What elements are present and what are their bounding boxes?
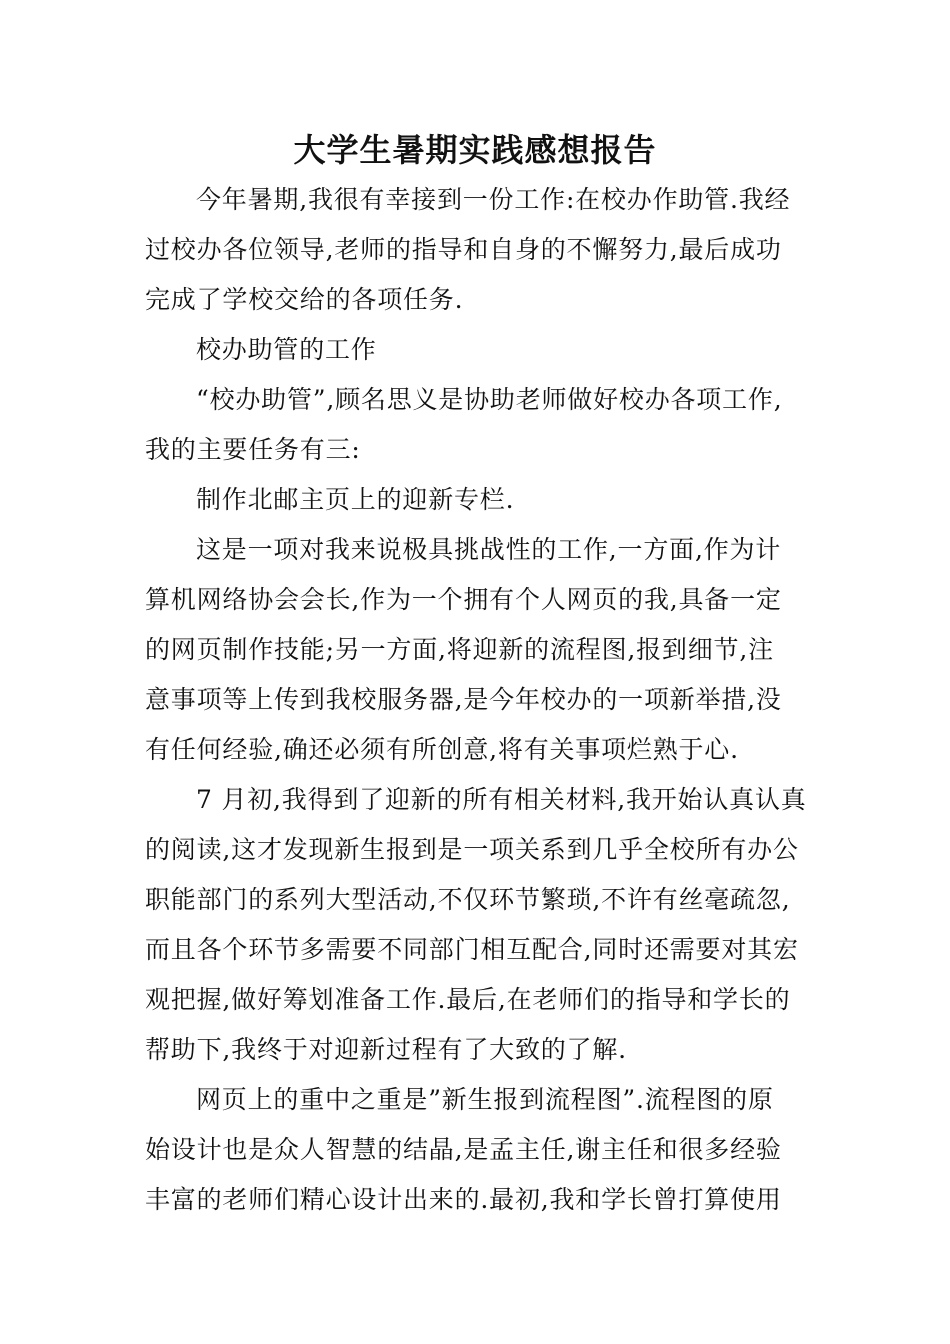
paragraph-line: 完成了学校交给的各项任务. [145, 285, 464, 314]
paragraph-line: 我的主要任务有三: [145, 435, 361, 464]
paragraph-line: 今年暑期,我很有幸接到一份工作:在校办作助管.我经 [196, 185, 791, 214]
paragraph-line: “校办助管”,顾名思义是协助老师做好校办各项工作, [196, 385, 783, 414]
paragraph-line: 丰富的老师们精心设计出来的.最初,我和学长曾打算使用 [145, 1185, 782, 1214]
paragraph-line: 意事项等上传到我校服务器,是今年校办的一项新举措,没 [145, 685, 782, 714]
paragraph-line: 始设计也是众人智慧的结晶,是孟主任,谢主任和很多经验 [145, 1135, 782, 1164]
paragraph-line: 观把握,做好筹划准备工作.最后,在老师们的指导和学长的 [145, 985, 791, 1014]
paragraph-line: 7 月初,我得到了迎新的所有相关材料,我开始认真认真 [196, 785, 807, 814]
paragraph-line: 帮助下,我终于对迎新过程有了大致的了解. [145, 1035, 627, 1064]
document-title: 大学生暑期实践感想报告 [293, 131, 657, 169]
paragraph-line: 制作北邮主页上的迎新专栏. [196, 485, 515, 514]
paragraph-line: 算机网络协会会长,作为一个拥有个人网页的我,具备一定 [145, 585, 782, 614]
section-heading: 校办助管的工作 [196, 335, 377, 364]
paragraph-line: 有任何经验,确还必须有所创意,将有关事项烂熟于心. [145, 735, 739, 764]
paragraph-line: 而且各个环节多需要不同部门相互配合,同时还需要对其宏 [145, 935, 799, 964]
paragraph-line: 这是一项对我来说极具挑战性的工作,一方面,作为计 [196, 535, 782, 564]
paragraph-line: 网页上的重中之重是”新生报到流程图”.流程图的原 [196, 1085, 774, 1114]
paragraph-line: 过校办各位领导,老师的指导和自身的不懈努力,最后成功 [145, 235, 782, 264]
paragraph-line: 职能部门的系列大型活动,不仅环节繁琐,不许有丝毫疏忽, [145, 885, 791, 914]
paragraph-line: 的阅读,这才发现新生报到是一项关系到几乎全校所有办公 [145, 835, 799, 864]
paragraph-line: 的网页制作技能;另一方面,将迎新的流程图,报到细节,注 [145, 635, 774, 664]
